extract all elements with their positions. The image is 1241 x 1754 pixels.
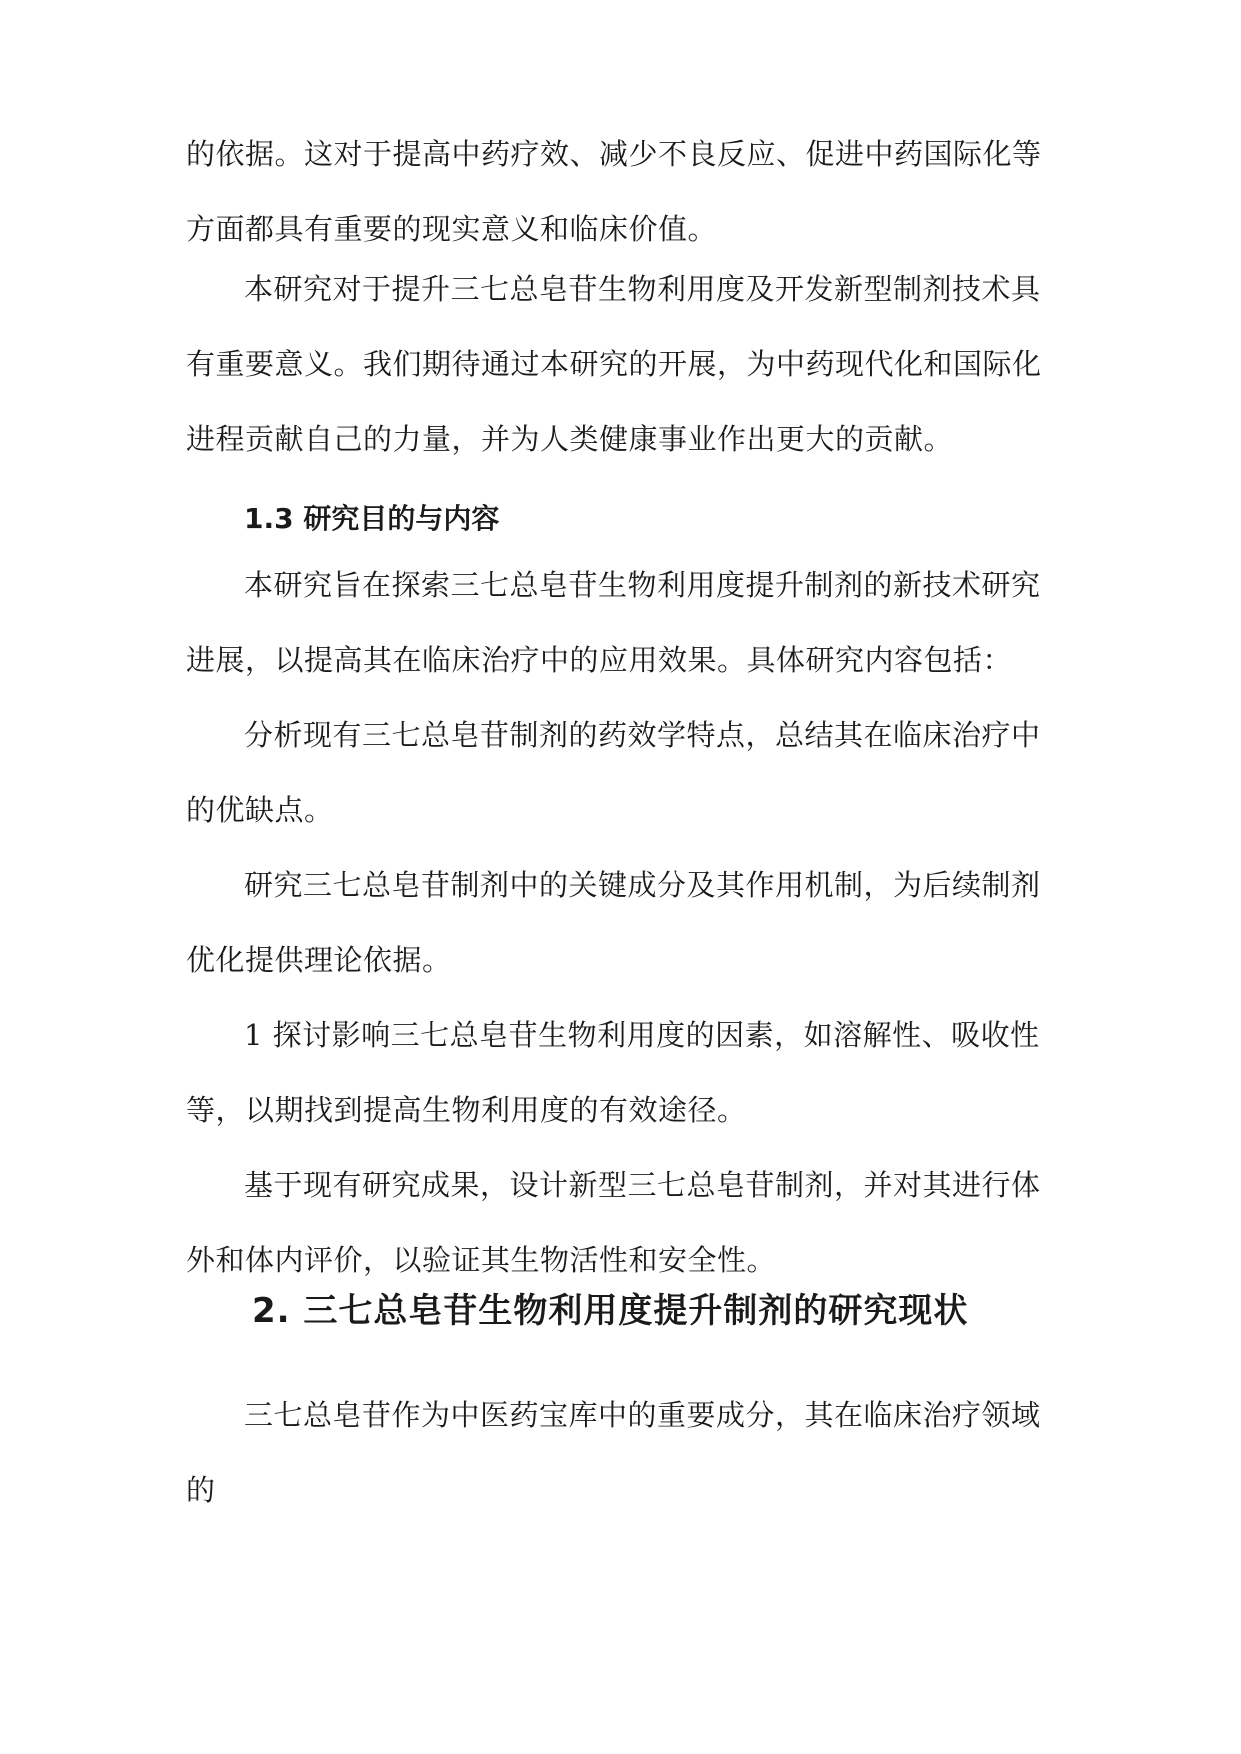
- section-heading-2: 2. 三七总皂苷生物利用度提升制剂的研究现状: [252, 1291, 969, 1331]
- paragraph-content-item-1: 分析现有三七总皂苷制剂的药效学特点，总结其在临床治疗中的优缺点。: [186, 718, 1041, 827]
- paragraph-objective: 本研究旨在探索三七总皂苷生物利用度提升制剂的新技术研究进展，以提高其在临床治疗中的应用效果。具体研究内容包括：: [186, 568, 1041, 677]
- paragraph-continuation: 的依据。这对于提高中药疗效、减少不良反应、促进中药国际化等方面都具有重要的现实意义和临床价值。: [186, 137, 1042, 246]
- paragraph-content-item-3: 1 探讨影响三七总皂苷生物利用度的因素，如溶解性、吸收性等，以期找到提高生物利用度的有效途径。: [186, 1018, 1040, 1127]
- paragraph-section-2-intro: 三七总皂苷作为中医药宝库中的重要成分，其在临床治疗领域的: [186, 1398, 1041, 1507]
- paragraph-content-item-4: 基于现有研究成果，设计新型三七总皂苷制剂，并对其进行体外和体内评价，以验证其生物活性和安全性。: [186, 1168, 1041, 1277]
- paragraph-significance: 本研究对于提升三七总皂苷生物利用度及开发新型制剂技术具有重要意义。我们期待通过本研究的开展，为中药现代化和国际化进程贡献自己的力量，并为人类健康事业作出更大的贡献。: [186, 272, 1042, 456]
- paragraph-content-item-2: 研究三七总皂苷制剂中的关键成分及其作用机制，为后续制剂优化提供理论依据。: [186, 868, 1041, 977]
- section-heading-1-3: 1.3 研究目的与内容: [244, 502, 500, 535]
